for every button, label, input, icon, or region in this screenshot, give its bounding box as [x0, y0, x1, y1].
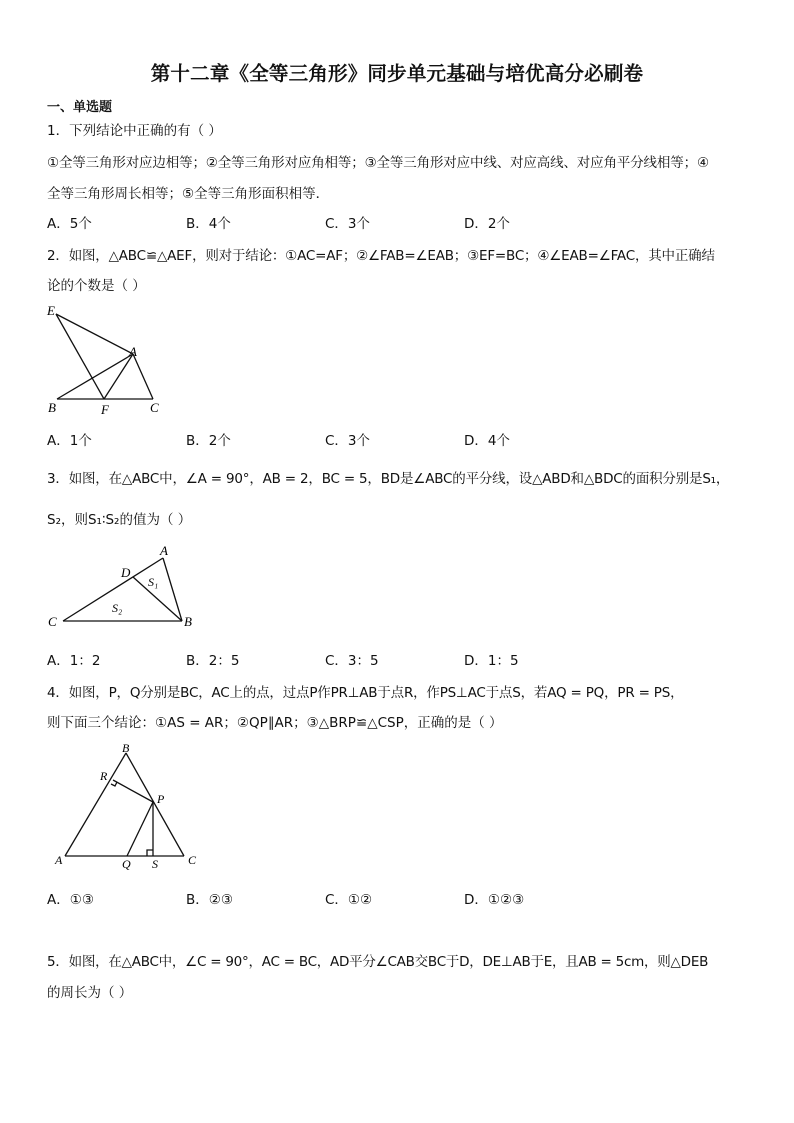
- q1-option-b: B．4个: [186, 216, 231, 232]
- q2-label-b: B: [48, 400, 56, 415]
- q3-label-b: B: [184, 614, 192, 629]
- q1-option-c: C．3个: [325, 216, 371, 232]
- q4-option-b: B．②③: [186, 892, 233, 908]
- q1-option-d: D．2个: [464, 216, 510, 232]
- q3-option-d: D．1：5: [464, 653, 519, 669]
- q4-label-b: B: [122, 741, 130, 755]
- q4-option-a: A．①③: [47, 892, 94, 908]
- q4-figure: [50, 740, 210, 875]
- q2-label-e: E: [47, 303, 55, 318]
- q2-line1: 2．如图，△ABC≌△AEF，则对于结论：①AC=AF；②∠FAB=∠EAB；③EF=BC；④∠EAB=∠FAC，其中正确结: [47, 248, 715, 264]
- q4-label-r: R: [100, 769, 108, 783]
- q4-label-c: C: [188, 853, 197, 867]
- q4-label-q: Q: [122, 857, 131, 871]
- q1-line1: ①全等三角形对应边相等；②全等三角形对应角相等；③全等三角形对应中线、对应高线、对应角平分线相等；④: [47, 155, 709, 171]
- q3-label-s1: S₁: [148, 575, 159, 589]
- q3-option-c: C．3：5: [325, 653, 379, 669]
- q5-line1: 5．如图，在△ABC中，∠C = 90°，AC = BC，AD平分∠CAB交BC于D，DE⊥AB于E，且AB = 5cm，则△DEB: [47, 954, 709, 970]
- q3-label-s2: S₂: [112, 601, 123, 615]
- q5-line2: 的周长为（ ）: [47, 985, 133, 1001]
- q3-option-a: A．1：2: [47, 653, 101, 669]
- q4-option-c: C．①②: [325, 892, 373, 908]
- section-heading: 一、单选题: [47, 100, 113, 115]
- q4-line2: 则下面三个结论：①AS = AR；②QP∥AR；③△BRP≌△CSP，正确的是（ ）: [47, 715, 503, 731]
- q2-label-f: F: [101, 402, 109, 417]
- q1-line2: 全等三角形周长相等；⑤全等三角形面积相等．: [47, 186, 330, 202]
- q3-label-c: C: [48, 614, 57, 629]
- q4-label-s: S: [152, 857, 158, 871]
- q1-option-a: A．5个: [47, 216, 92, 232]
- q2-option-d: D．4个: [464, 433, 510, 449]
- q3-option-b: B．2：5: [186, 653, 240, 669]
- q2-label-a: A: [129, 344, 137, 359]
- q3-line1: 3．如图，在△ABC中，∠A = 90°，AB = 2，BC = 5，BD是∠ABC的平分线，设△ABD和△BDC的面积分别是S₁，: [47, 471, 730, 487]
- q1-stem: 1．下列结论中正确的有（ ）: [47, 123, 222, 139]
- q2-label-c: C: [150, 400, 159, 415]
- q2-option-c: C．3个: [325, 433, 371, 449]
- page-title: 第十二章《全等三角形》同步单元基础与培优高分必刷卷: [150, 62, 644, 85]
- q2-option-b: B．2个: [186, 433, 231, 449]
- q2-option-a: A．1个: [47, 433, 92, 449]
- q3-label-d: D: [121, 565, 131, 580]
- q4-option-d: D．①②③: [464, 892, 525, 908]
- q3-line2: S₂，则S₁∶S₂的值为（ ）: [47, 512, 192, 528]
- q3-label-a: A: [160, 543, 168, 558]
- q3-figure: [42, 540, 202, 635]
- q2-line2: 论的个数是（ ）: [47, 278, 146, 294]
- q4-line1: 4．如图，P，Q分别是BC，AC上的点，过点P作PR⊥AB于点R，作PS⊥AC于点S，若AQ = PQ，PR = PS，: [47, 685, 684, 701]
- q4-label-p: P: [157, 792, 165, 806]
- q2-figure: [40, 300, 180, 420]
- q4-label-a: A: [55, 853, 63, 867]
